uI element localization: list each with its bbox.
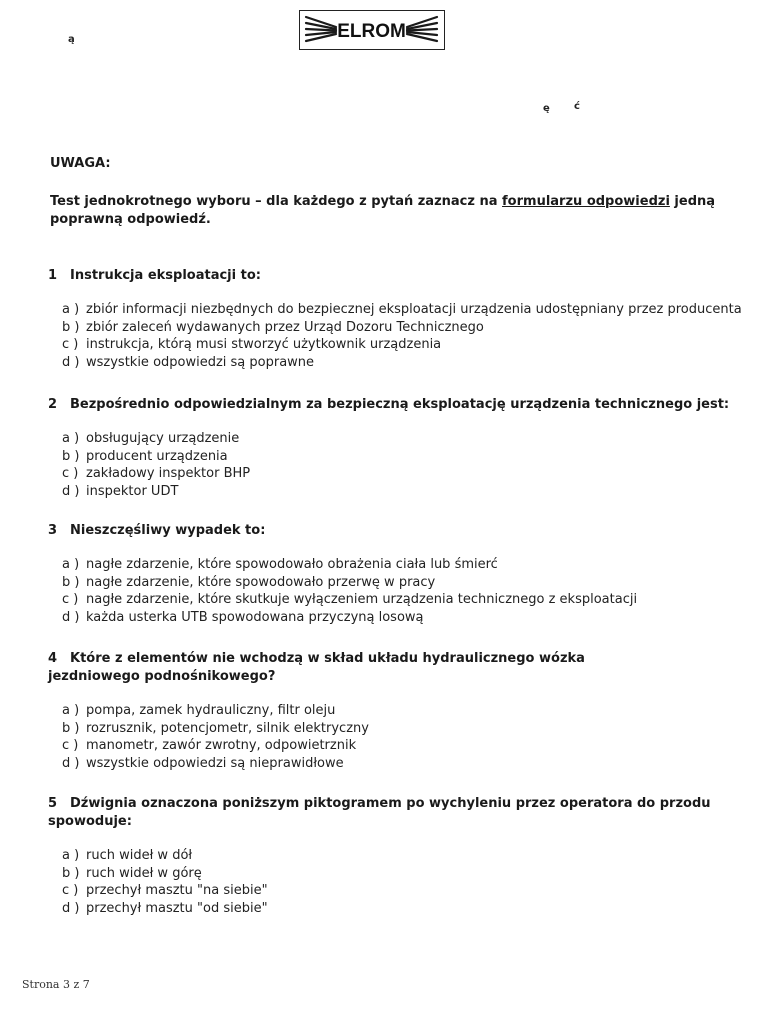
option-letter: a ) xyxy=(62,431,80,446)
question-3 xyxy=(48,522,738,627)
answer-option xyxy=(48,609,738,627)
page-number: Strona 3 z 7 xyxy=(22,978,90,991)
answer-option xyxy=(48,591,738,609)
option-text: producent urządzenia xyxy=(86,448,228,464)
answer-option xyxy=(48,882,738,900)
question-heading xyxy=(48,522,738,540)
option-text: zakładowy inspektor BHP xyxy=(86,466,251,482)
stray-mark: ą xyxy=(68,34,75,45)
answer-option xyxy=(48,737,738,755)
option-letter: d ) xyxy=(62,610,80,626)
question-number: 1 xyxy=(48,268,58,283)
answer-option xyxy=(48,301,742,319)
logo-graphic xyxy=(300,11,443,48)
question-2 xyxy=(48,396,738,501)
option-text: nagłe zdarzenie, które spowodowało obrażenia ciała lub śmierć xyxy=(86,557,498,572)
answer-option xyxy=(48,865,738,883)
answer-option xyxy=(48,430,738,448)
answer-option xyxy=(48,900,738,918)
elrom-logo xyxy=(299,10,445,50)
answer-options xyxy=(48,847,738,918)
answer-option xyxy=(48,556,738,574)
option-text: rozrusznik, potencjometr, silnik elektryczny xyxy=(86,720,369,736)
option-letter: d ) xyxy=(62,484,80,500)
option-letter: d ) xyxy=(62,355,80,371)
question-4 xyxy=(48,650,738,773)
option-text: manometr, zawór zwrotny, odpowietrznik xyxy=(86,738,357,754)
option-text: inspektor UDT xyxy=(86,484,179,500)
option-text: zbiór informacji niezbędnych do bezpiecznej eksploatacji urządzenia udostępniany przez producenta xyxy=(86,302,742,317)
notice-text: jedną poprawną odpowiedź. xyxy=(50,194,716,227)
notice-text: Test jednokrotnego wyboru – dla każdego z pytań zaznacz na xyxy=(50,194,503,209)
question-text: Bezpośrednio odpowiedzialnym za bezpieczną eksploatację urządzenia technicznego jest: xyxy=(70,397,730,412)
answer-option xyxy=(48,354,738,372)
question-number: 4 xyxy=(48,651,58,666)
option-letter: b ) xyxy=(62,865,80,881)
answer-options xyxy=(48,430,738,501)
question-number: 2 xyxy=(48,397,58,412)
answer-options xyxy=(48,301,742,372)
option-letter: d ) xyxy=(62,756,80,772)
answer-options xyxy=(48,702,738,773)
answer-option xyxy=(48,483,738,501)
option-text: przechył masztu "na siebie" xyxy=(86,883,268,899)
question-1 xyxy=(48,267,742,372)
option-letter: a ) xyxy=(62,703,80,718)
option-letter: b ) xyxy=(62,319,80,335)
option-letter: c ) xyxy=(62,466,79,482)
option-letter: b ) xyxy=(62,574,80,590)
option-letter: c ) xyxy=(62,337,79,353)
answer-option xyxy=(48,319,738,337)
answer-options xyxy=(48,556,738,627)
question-number: 5 xyxy=(48,796,58,811)
question-text: Dźwignia oznaczona poniższym piktogramem po wychyleniu przez operatora do przodu spowoduje: xyxy=(48,796,711,829)
question-heading xyxy=(48,650,648,686)
answer-option xyxy=(48,574,738,592)
option-text: instrukcja, którą musi stworzyć użytkownik urządzenia xyxy=(86,337,442,353)
option-text: wszystkie odpowiedzi są poprawne xyxy=(86,355,315,371)
title-fragment: ć xyxy=(574,101,580,112)
answer-option xyxy=(48,720,738,738)
answer-form-link: formularzu odpowiedzi xyxy=(502,194,670,209)
logo-text: ELROM xyxy=(337,21,406,42)
question-text: Instrukcja eksploatacji to: xyxy=(70,268,261,283)
option-letter: a ) xyxy=(62,557,80,572)
option-letter: b ) xyxy=(62,720,80,736)
notice-label: UWAGA: xyxy=(50,156,111,171)
option-letter: a ) xyxy=(62,302,80,317)
option-text: każda usterka UTB spowodowana przyczyną losową xyxy=(86,610,424,626)
option-letter: a ) xyxy=(62,848,80,863)
option-letter: d ) xyxy=(62,901,80,917)
option-text: ruch wideł w górę xyxy=(86,865,202,881)
question-heading xyxy=(48,795,738,831)
option-text: wszystkie odpowiedzi są nieprawidłowe xyxy=(86,756,344,772)
option-letter: c ) xyxy=(62,592,79,608)
question-heading xyxy=(48,396,738,414)
option-text: przechył masztu "od siebie" xyxy=(86,901,268,917)
answer-option xyxy=(48,336,738,354)
answer-option xyxy=(48,755,738,773)
title-fragment: ę xyxy=(543,103,550,114)
option-letter: c ) xyxy=(62,738,79,754)
question-5 xyxy=(48,795,738,918)
question-number: 3 xyxy=(48,523,58,538)
option-text: nagłe zdarzenie, które skutkuje wyłączeniem urządzenia technicznego z eksploatacji xyxy=(86,592,638,608)
answer-option xyxy=(48,465,738,483)
question-heading xyxy=(48,267,738,285)
option-letter: b ) xyxy=(62,448,80,464)
question-text: Które z elementów nie wchodzą w skład układu hydraulicznego wózka jezdniowego podnośnikowego? xyxy=(48,651,585,684)
option-text: zbiór zaleceń wydawanych przez Urząd Dozoru Technicznego xyxy=(86,319,484,335)
notice-instructions xyxy=(50,193,730,229)
option-letter: c ) xyxy=(62,883,79,899)
option-text: nagłe zdarzenie, które spowodowało przerwę w pracy xyxy=(86,574,436,590)
answer-option xyxy=(48,448,738,466)
option-text: ruch wideł w dół xyxy=(86,848,193,863)
question-text: Nieszczęśliwy wypadek to: xyxy=(70,523,266,538)
option-text: pompa, zamek hydrauliczny, filtr oleju xyxy=(86,703,336,718)
answer-option xyxy=(48,702,738,720)
option-text: obsługujący urządzenie xyxy=(86,431,240,446)
answer-option xyxy=(48,847,738,865)
